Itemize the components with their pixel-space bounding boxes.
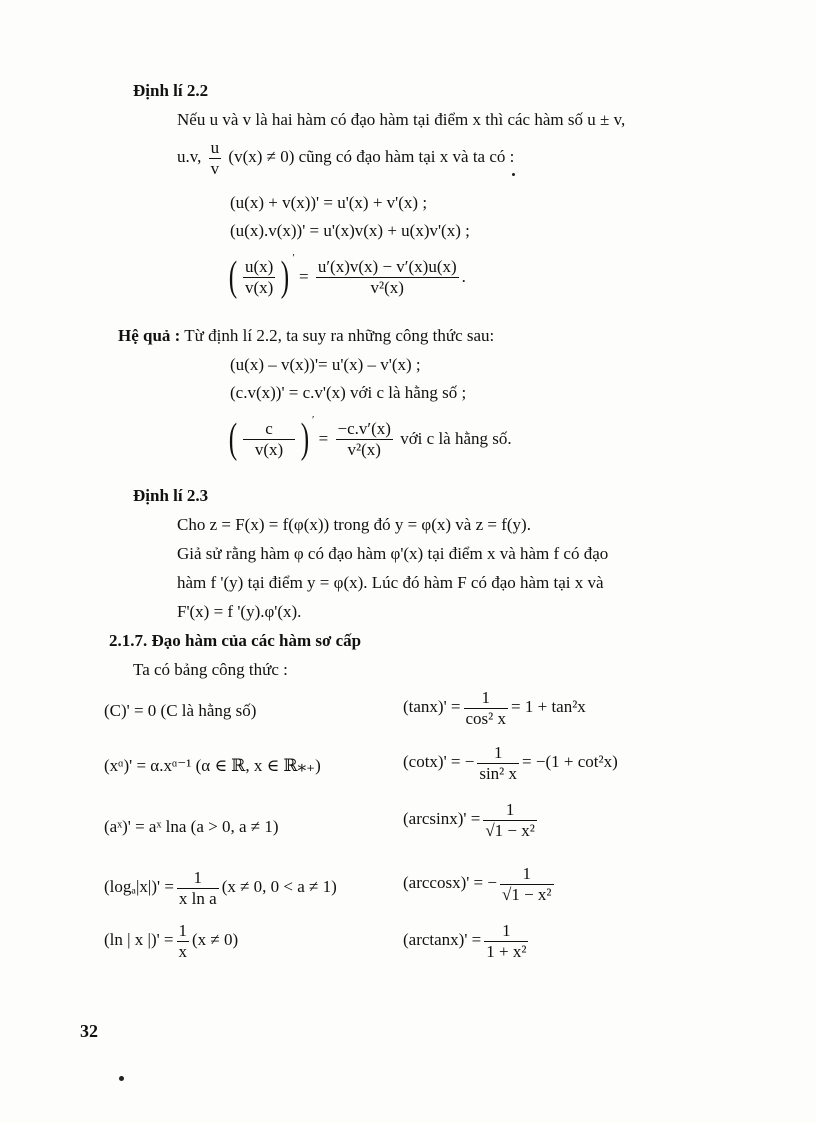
section-intro: Ta có bảng công thức : [133, 660, 288, 679]
line-2-prefix: u.v, [177, 146, 202, 166]
numerator: 1 [500, 864, 554, 885]
section-heading: 2.1.7. Đạo hàm của các hàm sơ cấp [109, 631, 362, 650]
formula-tan [403, 688, 586, 728]
formula-logarithm [104, 868, 337, 908]
ln-suffix: (x ≠ 0) [192, 929, 239, 949]
numerator: 1 [477, 743, 519, 764]
page-number: 32 [80, 1021, 98, 1041]
fraction-u-over-v-x [243, 257, 275, 297]
fraction-c-over-v [243, 419, 295, 459]
numerator: 1 [464, 688, 509, 709]
arccos-prefix: (arccosx)' = − [403, 872, 497, 892]
line-2-suffix: (v(x) ≠ 0) cũng có đạo hàm tại x và ta có : [228, 146, 515, 166]
denominator: sin² x [479, 763, 518, 783]
denominator: 1 + x² [486, 941, 527, 961]
scan-speck [119, 1076, 124, 1081]
theorem-2-3-line-4: F'(x) = f '(y).φ'(x). [177, 602, 302, 621]
right-paren: ) [300, 416, 310, 463]
arctan-fraction [484, 921, 528, 961]
formula-reciprocal [226, 414, 512, 463]
cot-prefix: (cotx)' = − [403, 751, 475, 771]
theorem-2-2-line-2 [177, 138, 514, 178]
formula-cot [403, 743, 618, 783]
log-fraction [177, 868, 219, 908]
formula-natural-log [104, 921, 238, 961]
formula-arccos [403, 864, 557, 904]
right-paren: ) [281, 254, 290, 301]
denominator: v²(x) [370, 277, 404, 297]
left-paren: ( [228, 254, 238, 301]
denominator: √1 − x² [501, 884, 552, 904]
theorem-2-3-line-3: hàm f '(y) tại điểm y = φ(x). Lúc đó hàm F có đạo hàm tại x và [177, 573, 604, 592]
equals-sign: = [298, 266, 309, 286]
tan-fraction [464, 688, 509, 728]
prime-mark: ′ [312, 414, 315, 426]
log-suffix: (x ≠ 0, 0 < a ≠ 1) [221, 876, 337, 896]
theorem-2-3-line-2: Giả sử rằng hàm φ có đạo hàm φ'(x) tại điểm x và hàm f có đạo [177, 544, 609, 563]
tan-prefix: (tanx)' = [403, 696, 461, 716]
corollary-text: Từ định lí 2.2, ta suy ra những công thức sau: [184, 326, 495, 345]
numerator: u [210, 138, 220, 157]
arcsin-fraction [483, 800, 537, 840]
fraction-u-over-v [209, 138, 222, 178]
denominator: cos² x [465, 708, 507, 728]
formula-constant-multiple: (c.v(x))' = c.v'(x) với c là hằng số ; [230, 383, 467, 402]
arcsin-prefix: (arcsinx)' = [403, 808, 481, 828]
left-paren: ( [228, 416, 238, 463]
denominator: v [210, 158, 220, 178]
prime-mark: ′ [292, 252, 295, 264]
denominator: v²(x) [347, 439, 381, 459]
formula-arctan [403, 921, 531, 961]
formula-arcsin [403, 800, 540, 840]
numerator: u(x) [245, 257, 274, 277]
numerator: 1 [484, 921, 528, 942]
reciprocal-tail: với c là hằng số. [400, 428, 512, 448]
numerator: 1 [178, 921, 188, 940]
denominator: √1 − x² [485, 820, 535, 840]
log-prefix: (logₐ|x|)' = [104, 876, 174, 896]
quotient-result [316, 257, 459, 297]
formula-sum-rule: (u(x) + v(x))' = u'(x) + v'(x) ; [230, 193, 428, 212]
corollary-line [118, 327, 494, 346]
arctan-prefix: (arctanx)' = [403, 929, 482, 949]
theorem-2-3-title: Định lí 2.3 [133, 486, 209, 505]
theorem-2-2-title: Định lí 2.2 [133, 81, 209, 100]
period: . [461, 266, 466, 286]
denominator: v(x) [245, 277, 274, 297]
formula-quotient-rule [226, 252, 466, 301]
formula-constant: (C)' = 0 (C là hằng số) [104, 701, 257, 720]
formula-power: (xᵅ)' = α.xᵅ⁻¹ (α ∈ ℝ, x ∈ ℝ⁎₊) [104, 756, 321, 775]
ln-fraction [177, 921, 190, 961]
numerator: 1 [483, 800, 537, 821]
denominator: v(x) [254, 439, 284, 459]
ln-prefix: (ln | x |)' = [104, 929, 174, 949]
formula-exponential: (aˣ)' = aˣ lna (a > 0, a ≠ 1) [104, 817, 279, 836]
denominator: x [178, 941, 188, 961]
cot-fraction [477, 743, 519, 783]
corollary-label: Hệ quả : [118, 326, 181, 345]
numerator: 1 [177, 868, 219, 889]
arccos-fraction [500, 864, 554, 904]
tan-suffix: = 1 + tan²x [511, 696, 586, 716]
denominator: x ln a [178, 888, 217, 908]
equals-sign: = [318, 428, 329, 448]
formula-product-rule: (u(x).v(x))' = u'(x)v(x) + u(x)v'(x) ; [230, 221, 470, 240]
theorem-2-3-line-1: Cho z = F(x) = f(φ(x)) trong đó y = φ(x) và z = f(y). [177, 515, 531, 534]
cot-suffix: = −(1 + cot²x) [522, 751, 618, 771]
numerator: −c.v′(x) [337, 419, 391, 439]
reciprocal-result [336, 419, 393, 459]
theorem-2-2-line-1: Nếu u và v là hai hàm có đạo hàm tại điểm x thì các hàm số u ± v, [177, 110, 626, 129]
numerator: u′(x)v(x) − v′(x)u(x) [317, 257, 457, 277]
numerator: c [243, 419, 295, 440]
scan-speck [512, 173, 515, 176]
formula-difference-rule: (u(x) – v(x))'= u'(x) – v'(x) ; [230, 355, 421, 374]
